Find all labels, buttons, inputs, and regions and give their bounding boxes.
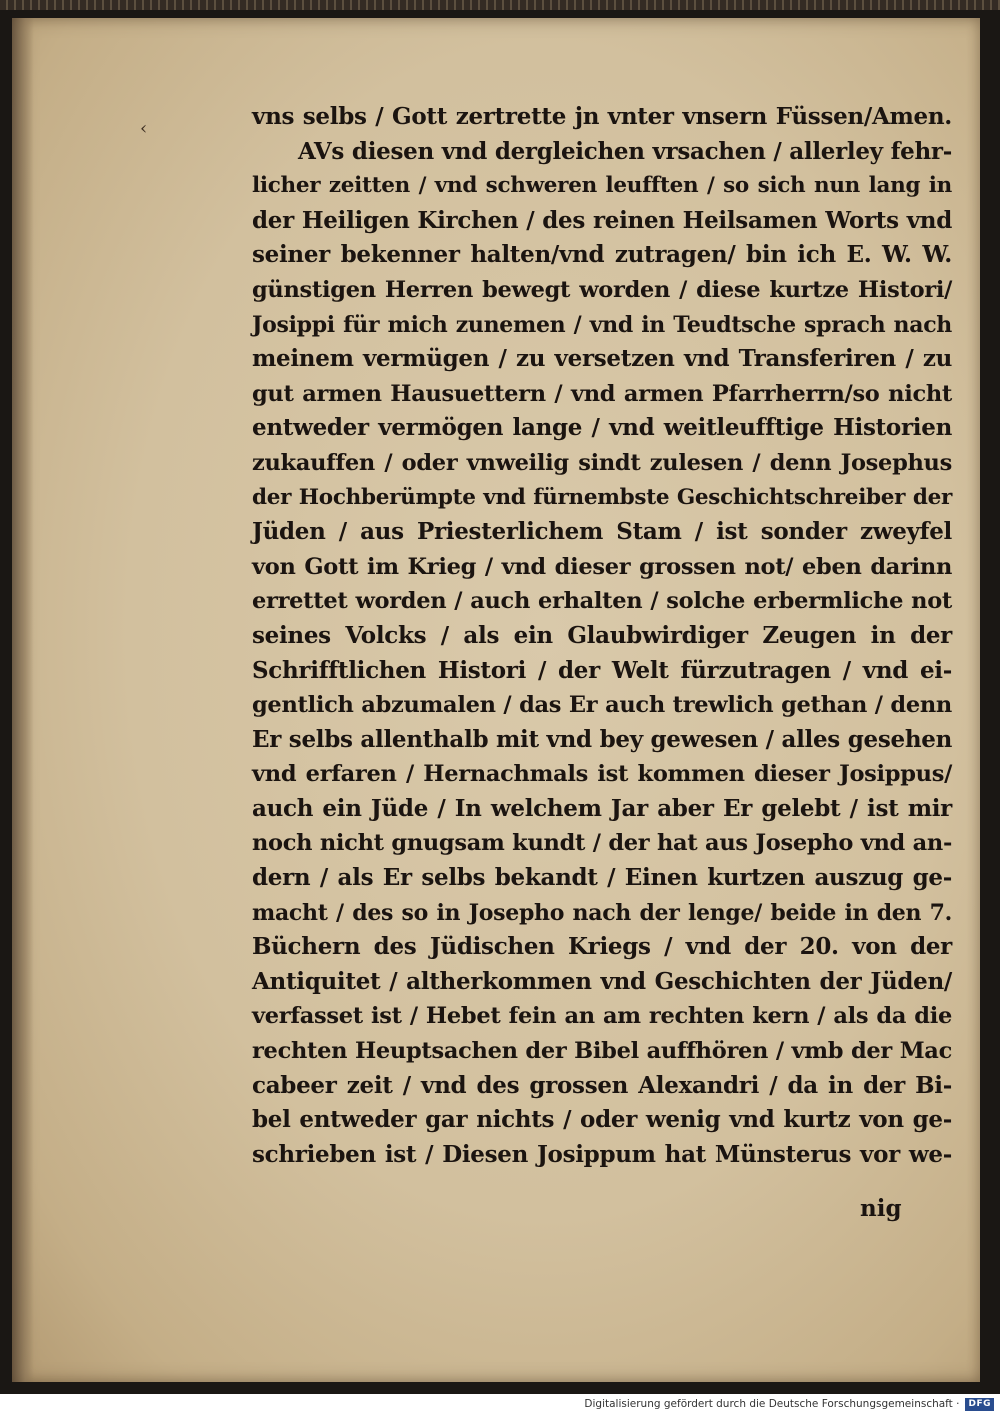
text-line: von Gott im Krieg / vnd dieser grossen not/ eben darinn <box>252 553 952 580</box>
text-line: cabeer zeit / vnd des grossen Alexandri / da in der Bi- <box>252 1071 952 1099</box>
text-line: seiner bekenner halten/vnd zutragen/ bin ich E. W. W. <box>252 241 952 269</box>
text-line: bel entweder gar nichts / oder wenig vnd kurtz von ge- <box>252 1106 952 1134</box>
text-line: vnd erfaren / Hernachmals ist kommen dieser Josippus/ <box>252 761 952 788</box>
page-text-block <box>252 100 952 1172</box>
text-line: der Heiligen Kirchen / des reinen Heilsamen Worts vnd <box>252 206 952 234</box>
text-line: Josippi für mich zunemen / vnd in Teudtsche sprach nach <box>252 311 952 338</box>
text-line: verfasset ist / Hebet fein an am rechten kern / als da die <box>252 1003 952 1030</box>
dfg-logo-icon: DFG <box>965 1398 994 1411</box>
text-line: noch nicht gnugsam kundt / der hat aus Josepho vnd an- <box>252 830 952 857</box>
text-line: meinem vermügen / zu versetzen vnd Transferiren / zu <box>252 345 952 373</box>
text-line: vns selbs / Gott zertrette jn vnter vnsern Füssen/Amen. <box>252 103 952 130</box>
text-line: gentlich abzumalen / das Er auch trewlich gethan / denn <box>252 692 952 719</box>
text-line: macht / des so in Josepho nach der lenge/ beide in den 7. <box>252 899 952 926</box>
text-line: Büchern des Jüdischen Kriegs / vnd der 20. von der <box>252 933 952 961</box>
text-line: entweder vermögen lange / vnd weitleufftige Historien <box>252 414 952 442</box>
text-line: AVs diesen vnd dergleichen vrsachen / allerley fehr- <box>298 137 952 165</box>
scan-edge-ruler <box>0 0 1000 10</box>
page-gutter-shadow <box>12 18 34 1382</box>
text-line: licher zeitten / vnd schweren leufften / so sich nun lang in <box>252 173 952 199</box>
funding-credit: Digitalisierung gefördert durch die Deutsche Forschungsgemeinschaft · <box>584 1398 960 1410</box>
text-line: gut armen Hausuettern / vnd armen Pfarrherrn/so nicht <box>252 380 952 407</box>
text-line: Schrifftlichen Histori / der Welt fürzutragen / vnd ei- <box>252 656 952 684</box>
text-line: Antiquitet / altherkommen vnd Geschichten der Jüden/ <box>252 967 952 995</box>
text-line: seines Volcks / als ein Glaubwirdiger Zeugen in der <box>252 621 952 649</box>
text-line: dern / als Er selbs bekandt / Einen kurtzen auszug ge- <box>252 864 952 892</box>
text-line: rechten Heuptsachen der Bibel auffhören / vmb der Mac <box>252 1038 952 1065</box>
text-line: errettet worden / auch erhalten / solche erbermliche not <box>252 588 952 615</box>
text-line: zukauffen / oder vnweilig sindt zulesen / denn Josephus <box>252 449 952 476</box>
text-line: der Hochberümpte vnd fürnembste Geschichtschreiber der <box>252 484 952 510</box>
text-line: Jüden / aus Priesterlichem Stam / ist sonder zweyfel <box>252 518 952 546</box>
text-line: Er selbs allenthalb mit vnd bey gewesen / alles gesehen <box>252 725 952 753</box>
catchword: nig <box>860 1195 902 1222</box>
footer-bar <box>0 1394 1000 1414</box>
text-line: auch ein Jüde / In welchem Jar aber Er gelebt / ist mir <box>252 794 952 822</box>
text-line: schrieben ist / Diesen Josippum hat Münsterus vor we- <box>252 1140 952 1168</box>
text-line: günstigen Herren bewegt worden / diese kurtze Histori/ <box>252 276 952 303</box>
margin-mark: ‹ <box>140 118 148 139</box>
